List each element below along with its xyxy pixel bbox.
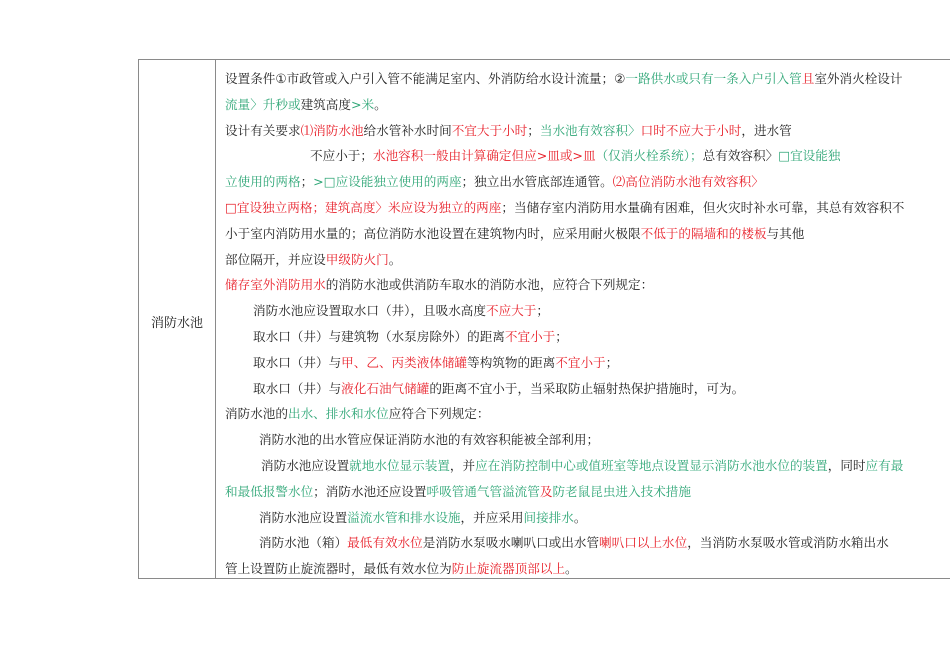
text-segment: ，并应采用 xyxy=(460,509,524,525)
text-segment: 当水池有效容积〉 xyxy=(539,122,641,138)
text-segment: 储存室外消防用水 xyxy=(225,277,326,293)
text-segment: 设计有关要求 xyxy=(225,122,301,138)
text-segment: 且 xyxy=(801,71,815,86)
text-segment: 应有最 xyxy=(865,457,904,473)
text-segment: 及 xyxy=(539,483,553,499)
text-segment: 给水管补水时间 xyxy=(363,122,452,138)
text-segment: 流量〉升秒或 xyxy=(225,96,301,112)
text-segment: 消防水池的出水管应保证消防水池的有效容积能被全部利用； xyxy=(259,432,600,448)
text-segment: 取水口（井）与建筑物（水泵房除外）的距离 xyxy=(253,328,505,344)
column-divider xyxy=(215,60,216,578)
text-line xyxy=(225,272,950,298)
text-segment: 不宜大于小时 xyxy=(451,122,528,138)
text-segment: ；当储存室内消防用水量确有困难，但火灾时补水可靠，其总有效容积不 xyxy=(501,199,905,215)
text-segment: 最低有效水位 xyxy=(347,535,423,551)
text-segment: ； xyxy=(527,122,540,138)
text-segment: ；消防水池还应设置 xyxy=(313,483,427,499)
text-line xyxy=(225,169,950,195)
text-line xyxy=(225,530,950,556)
text-segment: 溢流水管和排水设施 xyxy=(347,509,461,525)
text-line xyxy=(225,505,950,531)
text-line xyxy=(225,556,950,582)
text-segment: >米 xyxy=(350,96,375,112)
text-segment: 的消防水池或供消防车取水的消防水池，应符合下列规定： xyxy=(325,277,654,293)
text-line xyxy=(225,479,950,505)
text-line xyxy=(225,247,950,273)
text-segment: 甲、乙、丙类液体储罐 xyxy=(341,354,468,370)
text-segment: 设置条件①市政管或入户引入管不能满足室内、外消防给水设计流量；② xyxy=(225,71,626,86)
text-line xyxy=(225,298,950,324)
text-line xyxy=(225,221,950,247)
text-segment: 喇叭口以上水位 xyxy=(599,535,688,551)
spec-table xyxy=(138,59,950,579)
text-segment: 消防水池（箱） xyxy=(259,535,348,551)
text-segment: 水池容积一般由计算确定但应>皿或>皿 xyxy=(372,148,596,164)
text-segment: 室外消火栓设计 xyxy=(814,71,903,86)
text-line xyxy=(225,427,950,453)
text-segment: 液化石油气储罐 xyxy=(341,380,430,396)
text-segment: 。 xyxy=(565,561,578,577)
text-segment: 出水、排水和水位 xyxy=(287,406,389,422)
text-segment: >□应设能独立使用的两座 xyxy=(313,174,462,190)
text-segment: 等构筑物的距离 xyxy=(467,354,556,370)
text-segment: 口时不应大于小时 xyxy=(640,122,742,138)
text-segment: 的距离不宜小于，当采取防止辐射热保护措施时，可为。 xyxy=(429,380,745,396)
text-segment: ； xyxy=(555,328,568,344)
text-segment: 与其他 xyxy=(766,225,805,241)
text-segment: 和最低报警水位 xyxy=(225,483,314,499)
text-line xyxy=(225,324,950,350)
text-segment: 小于室内消防用水量的；高位消防水池设置在建筑物内时，应采用耐火极限 xyxy=(225,225,641,241)
text-segment: ； xyxy=(536,303,549,319)
text-segment: 是消防水泵吸水喇叭口或出水管 xyxy=(422,535,600,551)
text-segment: 消防水池应设置 xyxy=(259,509,348,525)
text-segment: 。 xyxy=(374,96,387,112)
text-segment: ，进水管 xyxy=(741,122,792,138)
text-segment: 防老鼠昆虫进入技术措施 xyxy=(552,483,691,499)
text-segment: 。 xyxy=(388,251,402,267)
text-segment: 应在消防控制中心或值班室等地点设置显示消防水池水位的装置 xyxy=(475,457,828,473)
text-segment: 。 xyxy=(573,509,587,525)
text-segment: ； xyxy=(300,174,314,190)
text-segment: 一路供水或只有一条入户引入管 xyxy=(625,71,802,86)
text-segment: 取水口（井）与 xyxy=(253,380,342,396)
text-segment: ； xyxy=(605,354,619,370)
text-segment: 管上设置防止旋流器时，最低有效水位为 xyxy=(225,561,452,577)
text-segment: 消防水池应设置 xyxy=(261,457,350,473)
text-segment: 不宜小于 xyxy=(555,354,606,370)
text-segment: 消防水池的 xyxy=(225,406,288,422)
text-segment: 就地水位显示装置 xyxy=(349,457,450,473)
text-line xyxy=(225,453,950,479)
text-segment: 不宜小于 xyxy=(504,328,556,344)
text-line xyxy=(225,195,950,221)
text-segment: 建筑高度 xyxy=(300,96,351,112)
text-line xyxy=(225,401,950,427)
text-segment: 取水口（井）与 xyxy=(253,354,342,370)
text-segment: 不低于的隔墙和的楼板 xyxy=(640,225,767,241)
text-segment: ⑵高位消防水池有效容积〉 xyxy=(612,174,764,190)
spec-content xyxy=(225,66,950,582)
text-segment: 应符合下列规定： xyxy=(388,406,490,422)
text-line xyxy=(225,350,950,376)
text-segment: 甲级防火门 xyxy=(325,251,389,267)
text-segment: ，并 xyxy=(449,457,476,473)
text-segment: ⑴消防水池 xyxy=(300,122,364,138)
text-segment: 防止旋流器顶部以上 xyxy=(451,561,566,577)
text-segment: □宜设能独 xyxy=(778,148,841,164)
text-segment: 间接排水 xyxy=(523,509,574,525)
text-segment: （仅消火栓系统）； xyxy=(595,148,703,164)
text-segment: 消防水池应设置取水口（井），且吸水高度 xyxy=(253,303,486,319)
text-line xyxy=(225,118,950,144)
text-segment: 呼吸管通气管溢流管 xyxy=(426,483,540,499)
text-line xyxy=(225,376,950,402)
text-segment: ，同时 xyxy=(827,457,866,473)
text-segment: 部位隔开，并应设 xyxy=(225,251,326,267)
text-segment: 立使用的两格 xyxy=(225,174,301,190)
text-segment: 总有效容积〉 xyxy=(702,148,779,164)
text-segment: ，当消防水泵吸水管或消防水箱出水 xyxy=(687,535,889,551)
row-label: 消防水池 xyxy=(150,316,203,331)
text-segment: 不应小于； xyxy=(310,148,373,164)
text-line xyxy=(225,66,950,92)
text-segment: 不应大于 xyxy=(485,303,537,319)
text-line xyxy=(225,143,950,169)
text-segment: ；独立出水管底部连通管。 xyxy=(461,174,613,190)
text-line xyxy=(225,92,950,118)
text-segment: □宜设独立两格；建筑高度〉米应设为独立的两座 xyxy=(225,199,502,215)
